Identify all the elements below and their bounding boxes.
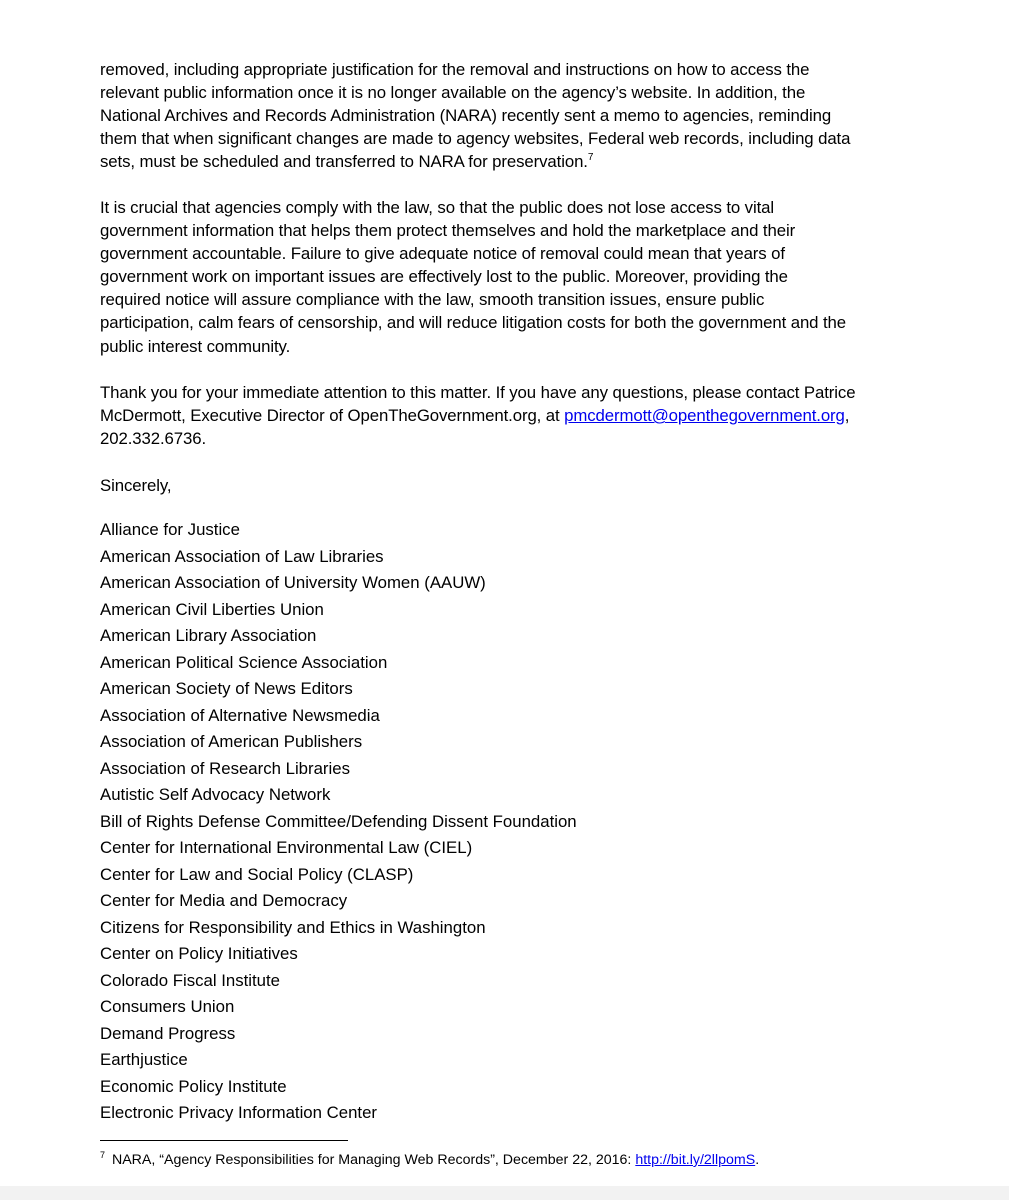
footnote <box>100 1150 759 1170</box>
signatory-item: Earthjustice <box>100 1050 188 1069</box>
signatory-item: American Society of News Editors <box>100 679 353 698</box>
paragraph-line: removed, including appropriate justification for the removal and instructions on how to access the <box>100 60 810 79</box>
footnote-reference[interactable]: 7 <box>587 152 594 164</box>
contact-text: McDermott, Executive Director of OpenTheGovernment.org, at <box>100 406 565 426</box>
signatory-item: Association of American Publishers <box>100 732 363 751</box>
footnote-text: NARA, “Agency Responsibilities for Managing Web Records”, December 22, 2016: <box>108 1152 636 1168</box>
signatory-item: American Civil Liberties Union <box>100 599 324 619</box>
signatory-item: Colorado Fiscal Institute <box>100 970 281 990</box>
email-link[interactable]: pmcdermott@openthegovernment.org <box>564 406 845 426</box>
signatory-item: Center for Law and Social Policy (CLASP) <box>100 864 414 884</box>
paragraph-line-last <box>100 150 912 173</box>
signatory-item: Association of Alternative Newsmedia <box>100 705 380 725</box>
paragraph-line: government work on important issues are effectively lost to the public. Moreover, providing the <box>100 267 788 287</box>
signatory-item: Economic Policy Institute <box>100 1076 287 1096</box>
signatory-item: Center on Policy Initiatives <box>100 944 298 963</box>
paragraph-line: participation, calm fears of censorship, and will reduce litigation costs for both the government and the <box>100 313 847 333</box>
paragraph-line: Thank you for your immediate attention to this matter. If you have any questions, please contact Patrice <box>100 383 856 402</box>
contact-comma: , <box>844 406 850 426</box>
signatory-item: Citizens for Responsibility and Ethics in Washington <box>100 917 486 937</box>
paragraph-line: government accountable. Failure to give adequate notice of removal could mean that years of <box>100 244 785 264</box>
signatory-item: Alliance for Justice <box>100 520 240 539</box>
signatory-item: American Association of University Women (AAUW) <box>100 573 486 592</box>
signatory-item: Center for International Environmental Law (CIEL) <box>100 838 473 857</box>
paragraph-line: relevant public information once it is no longer available on the agency’s website. In addition, the <box>100 83 806 103</box>
paragraph-line-text: sets, must be scheduled and transferred to NARA for preservation. <box>100 152 588 172</box>
paragraph-line: government information that helps them protect themselves and hold the marketplace and their <box>100 221 796 241</box>
signatory-list <box>100 517 900 1127</box>
signatory-item: Electronic Privacy Information Center <box>100 1103 377 1122</box>
paragraph-contact <box>100 381 912 450</box>
phone-number: 202.332.6736. <box>100 429 207 449</box>
page-bottom-edge <box>0 1186 1009 1200</box>
signatory-item: American Political Science Association <box>100 652 388 672</box>
signatory-item: Consumers Union <box>100 997 235 1016</box>
signatory-item: Autistic Self Advocacy Network <box>100 785 331 804</box>
paragraph-line: required notice will assure compliance with the law, smooth transition issues, ensure public <box>100 290 765 310</box>
signatory-item: Demand Progress <box>100 1023 236 1043</box>
signatory-item: American Library Association <box>100 626 317 645</box>
footnote-link[interactable]: http://bit.ly/2llpomS <box>635 1152 756 1168</box>
footnote-period: . <box>755 1152 760 1168</box>
paragraph-line-contact <box>100 404 912 427</box>
signatory-item: Bill of Rights Defense Committee/Defending Dissent Foundation <box>100 811 577 831</box>
closing-salutation: Sincerely, <box>100 476 172 495</box>
paragraph-line: It is crucial that agencies comply with the law, so that the public does not lose access to vital <box>100 198 775 217</box>
signatory-item: American Association of Law Libraries <box>100 546 384 566</box>
paragraph-compliance <box>100 196 912 358</box>
signatory-item: Center for Media and Democracy <box>100 891 348 910</box>
paragraph-line: them that when significant changes are made to agency websites, Federal web records, including data <box>100 129 851 149</box>
footnote-number: 7 <box>100 1150 106 1160</box>
footnote-divider <box>100 1140 348 1141</box>
signatory-item: Association of Research Libraries <box>100 758 350 778</box>
paragraph-removal-notice <box>100 58 912 173</box>
paragraph-line: public interest community. <box>100 336 291 356</box>
paragraph-line: National Archives and Records Administration (NARA) recently sent a memo to agencies, reminding <box>100 106 832 126</box>
